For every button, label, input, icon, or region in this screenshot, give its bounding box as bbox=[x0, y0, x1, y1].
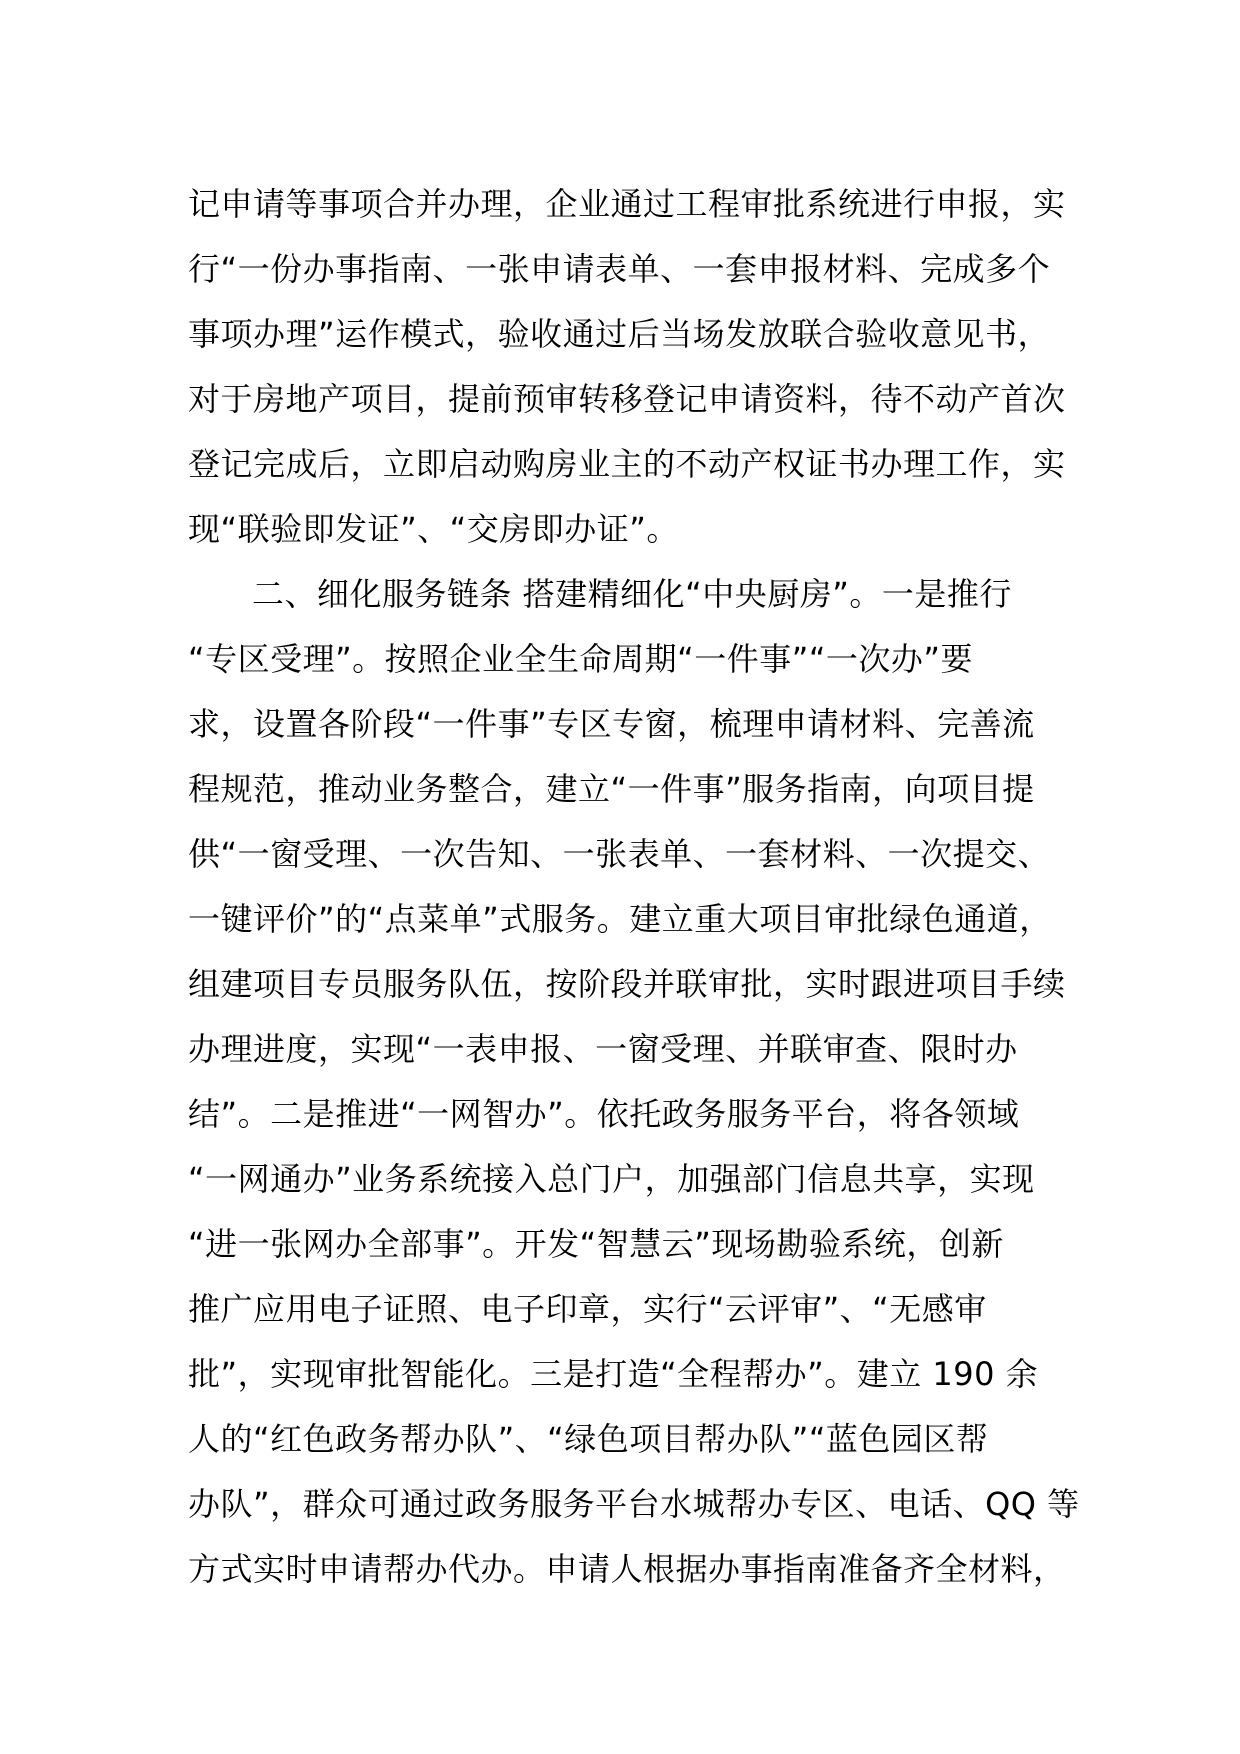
text-line: 批”，实现审批智能化。三是打造“全程帮办”。建立 190 余 bbox=[188, 1355, 1039, 1393]
text-line: “进一张网办全部事”。开发“智慧云”现场勘验系统，创新 bbox=[188, 1225, 1004, 1263]
body-text bbox=[188, 172, 1088, 1602]
text-line: 推广应用电子证照、电子印章，实行“云评审”、“无感审 bbox=[188, 1290, 987, 1328]
text-line: 人的“红色政务帮办队”、“绿色项目帮办队”“蓝色园区帮 bbox=[188, 1420, 989, 1458]
text-line: 供“一窗受理、一次告知、一张表单、一套材料、一次提交、 bbox=[188, 835, 1051, 873]
text-line: 一键评价”的“点菜单”式服务。建立重大项目审批绿色通道， bbox=[188, 900, 1052, 938]
text-line: “一网通办”业务系统接入总门户，加强部门信息共享，实现 bbox=[188, 1160, 1035, 1198]
text-line: 对于房地产项目，提前预审转移登记申请资料，待不动产首次 bbox=[188, 380, 1066, 418]
text-line: 行“一份办事指南、一张申请表单、一套申报材料、完成多个 bbox=[188, 250, 1051, 288]
text-line: 结”。二是推进“一网智办”。依托政务服务平台，将各领域 bbox=[188, 1095, 1020, 1133]
text-line: 组建项目专员服务队伍，按阶段并联审批，实时跟进项目手续 bbox=[188, 965, 1066, 1003]
text-line: “专区受理”。按照企业全生命周期“一件事”“一次办”要 bbox=[188, 640, 973, 678]
text-line: 办理进度，实现“一表申报、一窗受理、并联审查、限时办 bbox=[188, 1030, 1018, 1068]
text-line: 方式实时申请帮办代办。申请人根据办事指南准备齐全材料， bbox=[188, 1550, 1066, 1588]
text-line: 程规范，推动业务整合，建立“一件事”服务指南，向项目提 bbox=[188, 770, 1035, 808]
text-line: 事项办理”运作模式，验收通过后当场发放联合验收意见书， bbox=[188, 315, 1051, 353]
text-line: 求，设置各阶段“一件事”专区专窗，梳理申请材料、完善流 bbox=[188, 705, 1035, 743]
text-line: 办队”，群众可通过政务服务平台水城帮办专区、电话、QQ 等 bbox=[188, 1485, 1080, 1523]
text-line: 记申请等事项合并办理，企业通过工程审批系统进行申报，实 bbox=[188, 185, 1066, 223]
text-line: 现“联验即发证”、“交房即办证”。 bbox=[188, 510, 679, 548]
text-line: 登记完成后，立即启动购房业主的不动产权证书办理工作，实 bbox=[188, 445, 1066, 483]
section-heading-line: 二、细化服务链条 搭建精细化“中央厨房”。一是推行 bbox=[252, 575, 1012, 613]
